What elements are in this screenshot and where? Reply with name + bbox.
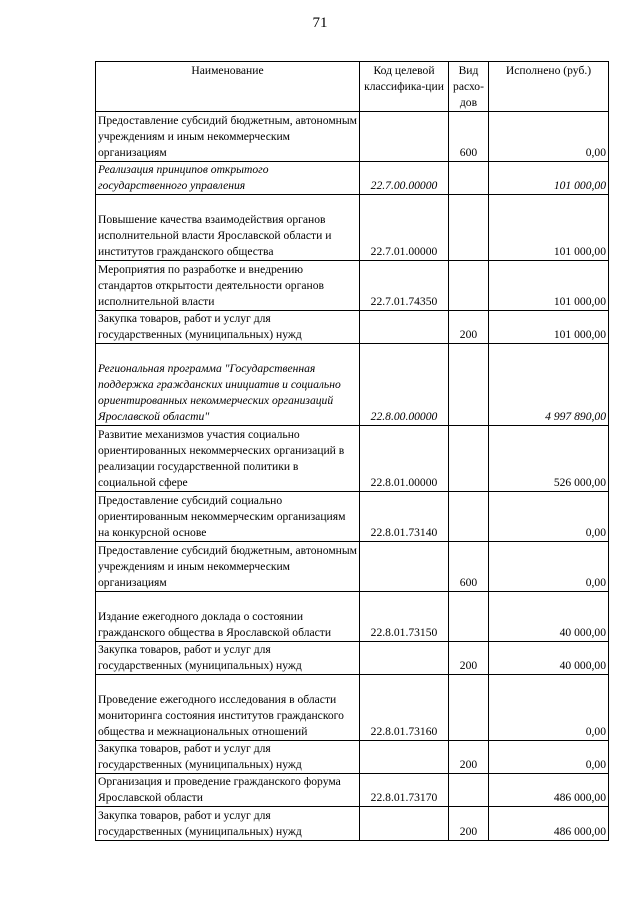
header-code: Код целевой классифика-ции — [360, 62, 449, 112]
row-amount: 486 000,00 — [489, 774, 609, 807]
row-code — [360, 807, 449, 841]
row-code — [360, 311, 449, 344]
row-code: 22.8.01.73150 — [360, 592, 449, 642]
row-type — [449, 162, 489, 195]
row-type — [449, 492, 489, 542]
table-row — [96, 542, 609, 592]
budget-execution-table — [95, 61, 609, 841]
row-amount: 0,00 — [489, 741, 609, 774]
row-amount: 40 000,00 — [489, 592, 609, 642]
row-name: Повышение качества взаимодействия органов исполнительной власти Ярославской области и институтов гражданского общества — [96, 195, 360, 261]
row-amount: 4 997 890,00 — [489, 344, 609, 426]
row-type — [449, 426, 489, 492]
row-type — [449, 261, 489, 311]
table-row — [96, 112, 609, 162]
row-type — [449, 675, 489, 741]
row-type: 200 — [449, 807, 489, 841]
row-type: 600 — [449, 112, 489, 162]
row-amount: 40 000,00 — [489, 642, 609, 675]
row-code — [360, 542, 449, 592]
row-amount: 0,00 — [489, 675, 609, 741]
header-amount: Исполнено (руб.) — [489, 62, 609, 112]
row-type: 600 — [449, 542, 489, 592]
table-row — [96, 261, 609, 311]
row-name: Предоставление субсидий социально ориентированным некоммерческим организациям на конкурсной основе — [96, 492, 360, 542]
table-body — [96, 112, 609, 841]
row-type — [449, 592, 489, 642]
row-code: 22.8.01.73170 — [360, 774, 449, 807]
row-amount: 0,00 — [489, 492, 609, 542]
row-code: 22.8.01.00000 — [360, 426, 449, 492]
table-row — [96, 774, 609, 807]
table-row — [96, 426, 609, 492]
table-row — [96, 492, 609, 542]
row-amount: 0,00 — [489, 112, 609, 162]
row-name: Закупка товаров, работ и услуг для государственных (муниципальных) нужд — [96, 311, 360, 344]
row-code: 22.8.01.73160 — [360, 675, 449, 741]
row-name: Предоставление субсидий бюджетным, автономным учреждениям и иным некоммерческим организациям — [96, 112, 360, 162]
row-code — [360, 741, 449, 774]
row-code: 22.8.00.00000 — [360, 344, 449, 426]
row-amount: 526 000,00 — [489, 426, 609, 492]
row-code: 22.7.01.00000 — [360, 195, 449, 261]
row-type: 200 — [449, 311, 489, 344]
row-name: Реализация принципов открытого государственного управления — [96, 162, 360, 195]
row-name: Закупка товаров, работ и услуг для государственных (муниципальных) нужд — [96, 642, 360, 675]
row-amount: 486 000,00 — [489, 807, 609, 841]
row-type: 200 — [449, 741, 489, 774]
table-row — [96, 675, 609, 741]
row-code: 22.7.01.74350 — [360, 261, 449, 311]
table-row — [96, 592, 609, 642]
row-type — [449, 344, 489, 426]
row-name: Развитие механизмов участия социально ориентированных некоммерческих организаций в реализации государственной политики в социальной сфере — [96, 426, 360, 492]
header-name: Наименование — [96, 62, 360, 112]
row-amount: 101 000,00 — [489, 261, 609, 311]
row-code: 22.8.01.73140 — [360, 492, 449, 542]
row-name: Издание ежегодного доклада о состоянии гражданского общества в Ярославской области — [96, 592, 360, 642]
row-amount: 0,00 — [489, 542, 609, 592]
row-amount: 101 000,00 — [489, 195, 609, 261]
row-amount: 101 000,00 — [489, 311, 609, 344]
table-row — [96, 807, 609, 841]
table-row — [96, 311, 609, 344]
row-code — [360, 112, 449, 162]
page-number: 71 — [312, 15, 328, 31]
row-code — [360, 642, 449, 675]
header-type: Вид расхо-дов — [449, 62, 489, 112]
table-row — [96, 195, 609, 261]
row-type — [449, 774, 489, 807]
row-name: Закупка товаров, работ и услуг для государственных (муниципальных) нужд — [96, 741, 360, 774]
row-name: Организация и проведение гражданского форума Ярославской области — [96, 774, 360, 807]
row-name: Закупка товаров, работ и услуг для государственных (муниципальных) нужд — [96, 807, 360, 841]
table-row — [96, 162, 609, 195]
row-code: 22.7.00.00000 — [360, 162, 449, 195]
table-row — [96, 344, 609, 426]
row-name: Предоставление субсидий бюджетным, автономным учреждениям и иным некоммерческим организациям — [96, 542, 360, 592]
row-amount: 101 000,00 — [489, 162, 609, 195]
row-name: Региональная программа "Государственная поддержка гражданских инициатив и социально ориентированных некоммерческих организаций Ярославской области" — [96, 344, 360, 426]
row-name: Проведение ежегодного исследования в области мониторинга состояния институтов гражданского общества и межнациональных отношений — [96, 675, 360, 741]
row-type — [449, 195, 489, 261]
row-name: Мероприятия по разработке и внедрению стандартов открытости деятельности органов исполнительной власти — [96, 261, 360, 311]
table-row — [96, 642, 609, 675]
table-row — [96, 741, 609, 774]
table-header-row — [96, 62, 609, 112]
row-type: 200 — [449, 642, 489, 675]
